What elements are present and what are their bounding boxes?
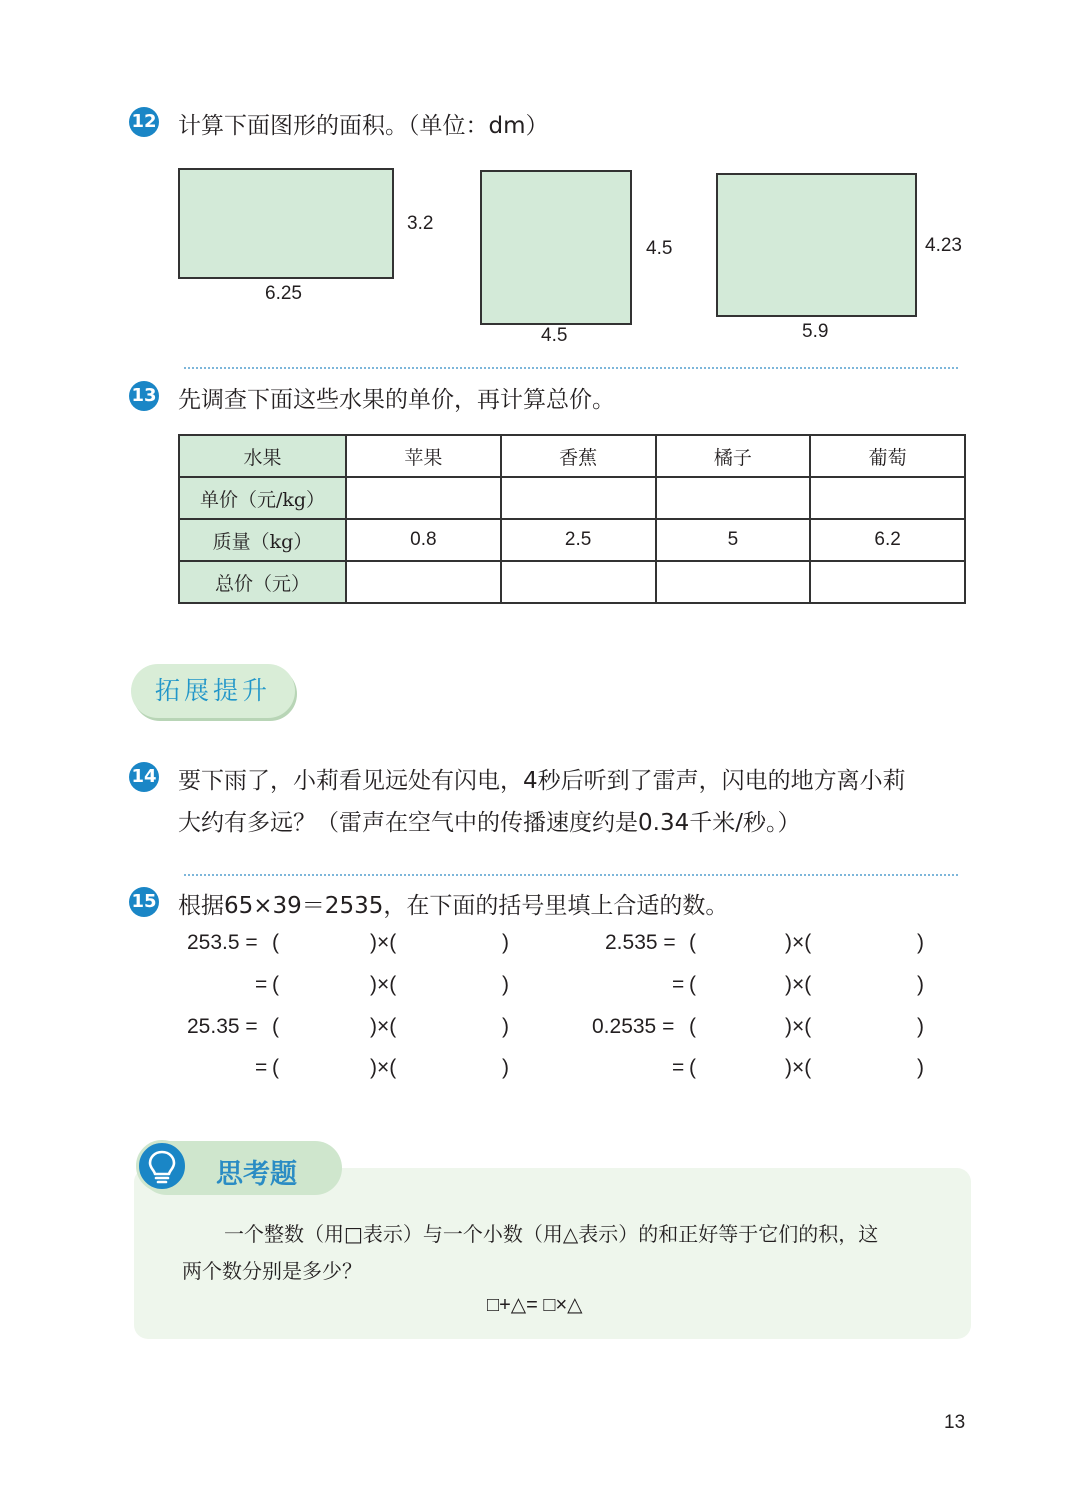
- square-width-label: 4.5: [541, 325, 568, 346]
- answer-blank-close[interactable]: ): [917, 931, 924, 954]
- times-sign: )×(: [785, 931, 812, 954]
- table-row: [179, 519, 965, 561]
- rectangle-height-label: 3.2: [407, 213, 434, 234]
- equation-left: =: [255, 1056, 268, 1079]
- question-prompt: 根据65×39＝2535，在下面的括号里填上合适的数。: [178, 893, 729, 919]
- row-label: 总价（元）: [179, 561, 346, 603]
- table-cell: 6.2: [810, 519, 965, 561]
- rectangle-shape-2: [716, 173, 917, 317]
- answer-blank-open[interactable]: (: [272, 1015, 279, 1038]
- page-number: 13: [944, 1412, 966, 1433]
- fruit-price-table: [178, 434, 966, 604]
- equation-left: =: [672, 1056, 685, 1079]
- answer-blank-open[interactable]: (: [689, 931, 696, 954]
- rectangle-2-width-label: 5.9: [802, 321, 829, 342]
- times-sign: )×(: [370, 973, 397, 996]
- rectangle-shape: [178, 168, 394, 279]
- table-cell: [656, 561, 811, 603]
- answer-blank-open[interactable]: (: [272, 931, 279, 954]
- question-line: 大约有多远？（雷声在空气中的传播速度约是0.34千米/秒。）: [178, 810, 801, 836]
- table-cell: 2.5: [501, 519, 656, 561]
- table-header-cell: 葡萄: [810, 435, 965, 477]
- table-header-cell: 苹果: [346, 435, 501, 477]
- lightbulb-icon: [136, 1140, 188, 1192]
- divider: [184, 874, 958, 876]
- answer-blank-close[interactable]: ): [917, 973, 924, 996]
- table-cell: [656, 477, 811, 519]
- question-line: 要下雨了，小莉看见远处有闪电，4秒后听到了雷声，闪电的地方离小莉: [178, 768, 906, 794]
- times-sign: )×(: [370, 1015, 397, 1038]
- row-label: 质量（kg）: [179, 519, 346, 561]
- square-height-label: 4.5: [646, 238, 673, 259]
- times-sign: )×(: [785, 973, 812, 996]
- table-cell: [810, 561, 965, 603]
- think-question-line: 两个数分别是多少？: [182, 1259, 362, 1283]
- question-prompt: 计算下面图形的面积。（单位：dm）: [178, 113, 549, 139]
- table-header-cell: 水果: [179, 435, 346, 477]
- rectangle-2-height-label: 4.23: [925, 235, 962, 256]
- table-cell: 5: [656, 519, 811, 561]
- answer-blank-close[interactable]: ): [917, 1056, 924, 1079]
- times-sign: )×(: [785, 1056, 812, 1079]
- divider: [184, 367, 958, 369]
- table-header-row: [179, 435, 965, 477]
- row-label: 单价（元/kg）: [179, 477, 346, 519]
- equation-left: 253.5 =: [187, 931, 258, 954]
- times-sign: )×(: [785, 1015, 812, 1038]
- answer-blank-open[interactable]: (: [272, 1056, 279, 1079]
- question-number-badge: 15: [129, 887, 159, 917]
- table-cell: [346, 477, 501, 519]
- table-cell: [501, 477, 656, 519]
- question-prompt: 先调查下面这些水果的单价，再计算总价。: [178, 387, 615, 413]
- answer-blank-close[interactable]: ): [502, 931, 509, 954]
- table-row: [179, 561, 965, 603]
- answer-blank-open[interactable]: (: [689, 973, 696, 996]
- question-number-badge: 14: [129, 762, 159, 792]
- answer-blank-open[interactable]: (: [689, 1056, 696, 1079]
- equation-left: 2.535 =: [605, 931, 676, 954]
- think-question-title: 思考题: [216, 1159, 297, 1190]
- square-shape: [480, 170, 632, 325]
- answer-blank-open[interactable]: (: [689, 1015, 696, 1038]
- think-question-formula: □+△= □×△: [487, 1294, 583, 1316]
- section-title: 拓展提升: [131, 664, 295, 718]
- table-row: [179, 477, 965, 519]
- equation-left: 0.2535 =: [592, 1015, 675, 1038]
- answer-blank-open[interactable]: (: [272, 973, 279, 996]
- question-number-badge: 12: [129, 107, 159, 137]
- table-cell: [346, 561, 501, 603]
- table-header-cell: 香蕉: [501, 435, 656, 477]
- question-number-badge: 13: [129, 381, 159, 411]
- table-cell: 0.8: [346, 519, 501, 561]
- times-sign: )×(: [370, 1056, 397, 1079]
- answer-blank-close[interactable]: ): [502, 1015, 509, 1038]
- table-header-cell: 橘子: [656, 435, 811, 477]
- table-cell: [501, 561, 656, 603]
- answer-blank-close[interactable]: ): [502, 1056, 509, 1079]
- rectangle-width-label: 6.25: [265, 283, 302, 304]
- answer-blank-close[interactable]: ): [502, 973, 509, 996]
- equation-left: 25.35 =: [187, 1015, 258, 1038]
- answer-blank-close[interactable]: ): [917, 1015, 924, 1038]
- table-cell: [810, 477, 965, 519]
- times-sign: )×(: [370, 931, 397, 954]
- equation-left: =: [255, 973, 268, 996]
- equation-left: =: [672, 973, 685, 996]
- think-question-line: 一个整数（用□表示）与一个小数（用△表示）的和正好等于它们的积，这: [224, 1222, 879, 1246]
